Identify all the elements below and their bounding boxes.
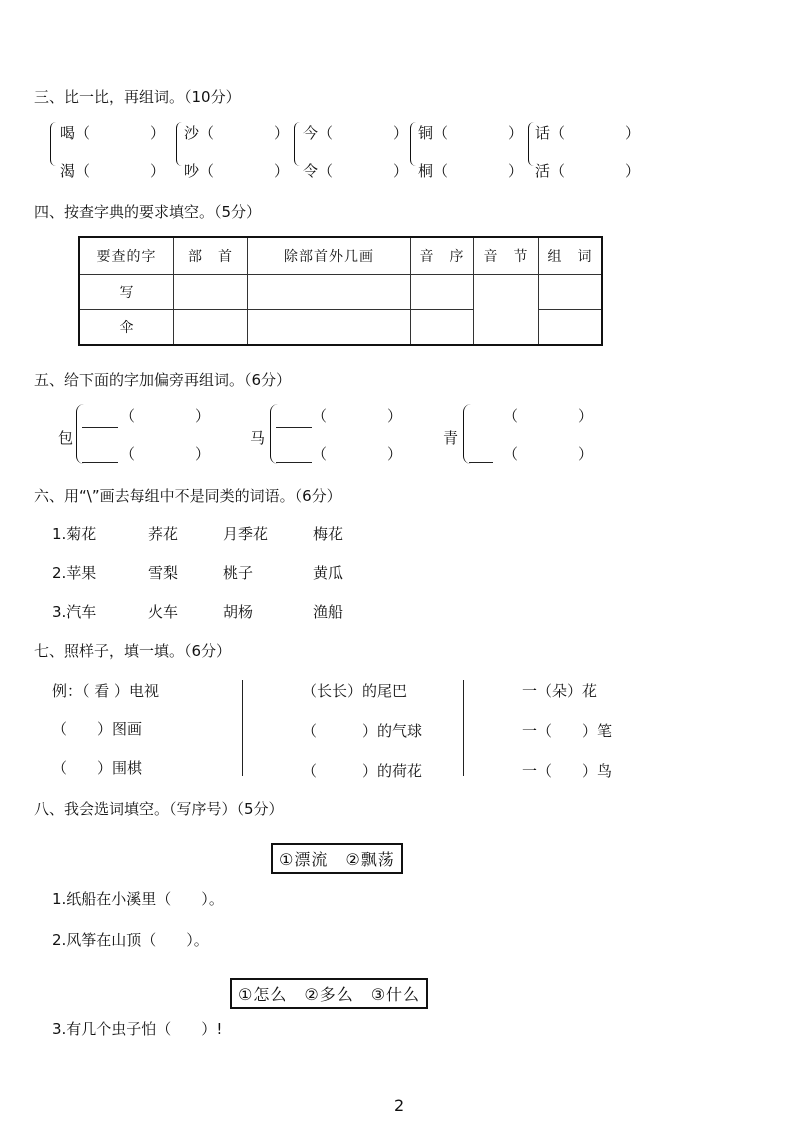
- brace: [76, 404, 87, 464]
- blank[interactable]: （ ）: [503, 407, 594, 425]
- word[interactable]: 火车: [148, 603, 179, 621]
- word[interactable]: 2.苹果: [52, 564, 97, 582]
- word[interactable]: 胡杨: [223, 603, 254, 621]
- word[interactable]: 3.汽车: [52, 603, 97, 621]
- group-top-word: 喝（ ）: [60, 124, 166, 142]
- word-choice-box: ①漂流 ②飘荡: [271, 843, 403, 874]
- word[interactable]: 荞花: [148, 525, 179, 543]
- blank[interactable]: （ ）: [312, 407, 403, 425]
- group-top-word: 铜（ ）: [418, 124, 524, 142]
- column-header: 组 词: [539, 237, 603, 275]
- table-row: [79, 275, 602, 310]
- fill-item[interactable]: （ ）的荷花: [302, 762, 423, 780]
- group-top-word: 沙（ ）: [184, 124, 290, 142]
- table-cell[interactable]: [411, 310, 474, 346]
- fill-item[interactable]: 一（ ）鸟: [522, 762, 613, 780]
- table-cell[interactable]: [248, 310, 411, 346]
- answer-line[interactable]: [82, 462, 118, 463]
- section-7-heading: 七、照样子，填一填。（6分）: [34, 642, 232, 660]
- column-header: 要查的字: [79, 237, 174, 275]
- base-char: 马: [250, 429, 266, 447]
- word[interactable]: 雪梨: [148, 564, 179, 582]
- word[interactable]: 月季花: [223, 525, 269, 543]
- group-top-word: 话（ ）: [535, 124, 641, 142]
- table-cell[interactable]: [174, 275, 248, 310]
- table-cell-char: 写: [79, 275, 174, 310]
- word[interactable]: 黄瓜: [313, 564, 344, 582]
- blank[interactable]: （ ）: [120, 445, 211, 463]
- fill-item[interactable]: （ ）的气球: [302, 722, 423, 740]
- word[interactable]: 1.菊花: [52, 525, 97, 543]
- fill-item[interactable]: （ ）围棋: [52, 759, 143, 777]
- section-4-heading: 四、按查字典的要求填空。（5分）: [34, 203, 262, 221]
- brace: [270, 404, 281, 464]
- section-5-heading: 五、给下面的字加偏旁再组词。（6分）: [34, 371, 292, 389]
- question-3[interactable]: 3.有几个虫子怕（ ）!: [52, 1020, 223, 1038]
- word[interactable]: 梅花: [313, 525, 344, 543]
- page-number: 2: [394, 1096, 405, 1115]
- group-bottom-word: 渴（ ）: [60, 162, 166, 180]
- base-char: 青: [443, 429, 459, 447]
- table-header-row: [79, 237, 602, 275]
- section-6-heading: 六、用“\”画去每组中不是同类的词语。（6分）: [34, 487, 342, 505]
- example-item: 例：（ 看 ）电视: [52, 682, 160, 700]
- section-8-heading: 八、我会选词填空。（写序号）（5分）: [34, 800, 284, 818]
- question-2[interactable]: 2.风筝在山顶（ ）。: [52, 931, 209, 949]
- answer-line[interactable]: [276, 427, 312, 428]
- group-bottom-word: 吵（ ）: [184, 162, 290, 180]
- table-cell[interactable]: [539, 275, 603, 310]
- word-choice-box: ①怎么 ②多么 ③什么: [230, 978, 428, 1009]
- question-1[interactable]: 1.纸船在小溪里（ ）。: [52, 890, 224, 908]
- column-header: 部 首: [174, 237, 248, 275]
- word[interactable]: 渔船: [313, 603, 344, 621]
- fill-item[interactable]: （ ）图画: [52, 720, 143, 738]
- brace: [50, 122, 58, 166]
- dictionary-table: [78, 236, 603, 346]
- table-cell[interactable]: [539, 310, 603, 346]
- brace: [410, 122, 418, 166]
- column-header: 音 节: [474, 237, 539, 275]
- table-cell[interactable]: [174, 310, 248, 346]
- column-divider: [463, 680, 464, 776]
- brace: [176, 122, 184, 166]
- table-cell[interactable]: [248, 275, 411, 310]
- column-header: 音 序: [411, 237, 474, 275]
- answer-line[interactable]: [469, 462, 493, 463]
- group-bottom-word: 活（ ）: [535, 162, 641, 180]
- blank[interactable]: （ ）: [312, 445, 403, 463]
- table-cell-char: 伞: [79, 310, 174, 346]
- group-top-word: 今（ ）: [303, 124, 409, 142]
- example-item: （长长）的尾巴: [302, 682, 408, 700]
- section-3-heading: 三、比一比，再组词。（10分）: [34, 88, 241, 106]
- word[interactable]: 桃子: [223, 564, 254, 582]
- example-item: 一（朵）花: [522, 682, 598, 700]
- answer-line[interactable]: [276, 462, 312, 463]
- answer-line[interactable]: [82, 427, 118, 428]
- fill-item[interactable]: 一（ ）笔: [522, 722, 613, 740]
- group-bottom-word: 桐（ ）: [418, 162, 524, 180]
- table-cell[interactable]: [474, 275, 539, 346]
- table-cell[interactable]: [411, 275, 474, 310]
- column-divider: [242, 680, 243, 776]
- brace: [294, 122, 302, 166]
- base-char: 包: [58, 429, 74, 447]
- group-bottom-word: 令（ ）: [303, 162, 409, 180]
- column-header: 除部首外几画: [248, 237, 411, 275]
- brace: [463, 404, 474, 464]
- blank[interactable]: （ ）: [503, 445, 594, 463]
- blank[interactable]: （ ）: [120, 407, 211, 425]
